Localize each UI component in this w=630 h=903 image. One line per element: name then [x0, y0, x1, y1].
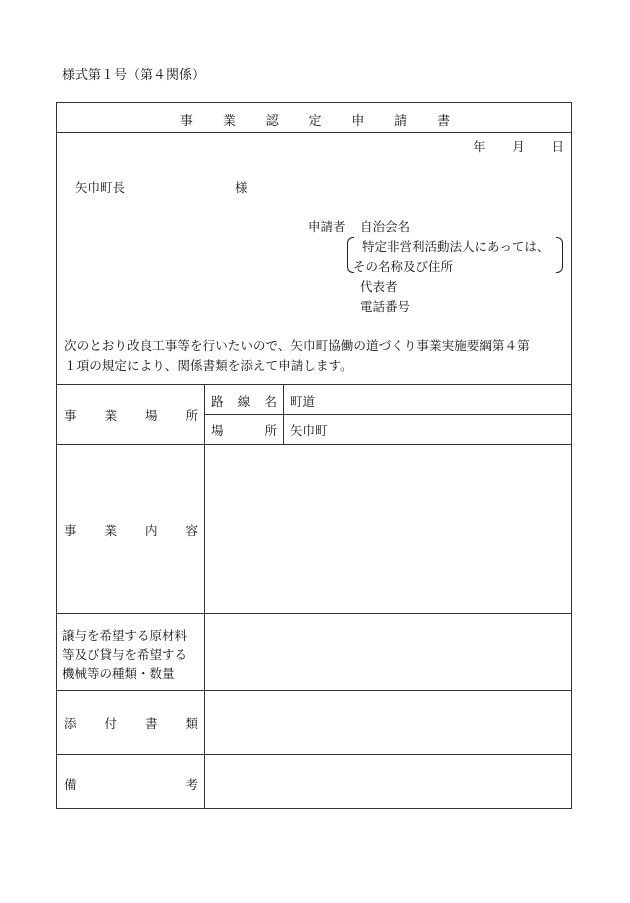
- title-char: 申: [351, 114, 365, 129]
- label-char: 路: [211, 394, 224, 409]
- applicant-org-label: 自治会名: [360, 219, 411, 234]
- label-char: 事: [64, 523, 77, 538]
- materials-label-line1: 譲与を希望する原材料: [62, 628, 188, 643]
- label-char: 書: [144, 716, 158, 731]
- materials-field[interactable]: [210, 618, 566, 686]
- label-char: 類: [185, 716, 198, 731]
- title-char: 事: [180, 114, 194, 129]
- table-top-border: [56, 384, 572, 385]
- applicant-npo-note-line1: 特定非営利活動法人にあっては、: [362, 239, 550, 254]
- materials-label-line3: 機械等の種類・数量: [62, 666, 175, 681]
- label-char: 所: [185, 408, 198, 423]
- label-char: 所: [264, 423, 277, 438]
- location-label: [64, 406, 198, 424]
- title-char: 書: [436, 114, 450, 129]
- label-char: 業: [104, 523, 117, 538]
- place-label: [211, 421, 277, 439]
- title-char: 業: [222, 114, 236, 129]
- row-divider: [56, 613, 572, 614]
- title-char: 定: [308, 114, 322, 129]
- row-divider: [56, 444, 572, 445]
- form-title: [180, 110, 450, 129]
- applicant-npo-note-line2: その名称及び住所: [353, 259, 454, 274]
- route-name-label: [211, 392, 277, 410]
- row-divider: [56, 754, 572, 755]
- label-char: 業: [104, 408, 117, 423]
- label-char: 線: [237, 394, 251, 409]
- label-char: 名: [264, 394, 277, 409]
- sub-label-column-divider: [283, 384, 284, 444]
- project-content-label: [64, 521, 198, 539]
- right-bracket: [556, 237, 563, 273]
- row-divider: [56, 690, 572, 691]
- location-row-divider: [204, 414, 572, 415]
- date-day-label: 日: [551, 139, 564, 154]
- addressee-honorific: 様: [235, 180, 248, 195]
- label-char: 容: [185, 523, 198, 538]
- title-char: 認: [265, 114, 279, 129]
- body-text-line1: 次のとおり改良工事等を行いたいので、矢巾町協働の道づくり事業実施要綱第４第: [64, 338, 530, 353]
- route-name-value: 町道: [290, 394, 316, 409]
- label-char: 備: [64, 777, 77, 792]
- remarks-field[interactable]: [210, 759, 566, 804]
- date-year-label: 年: [473, 139, 486, 154]
- date-month-label: 月: [512, 139, 525, 154]
- label-char: 場: [144, 408, 158, 423]
- form-number-label: 様式第１号（第４関係）: [62, 68, 206, 83]
- applicant-label: 申請者: [308, 219, 346, 234]
- label-char: 考: [185, 777, 198, 792]
- remarks-label: [64, 775, 198, 793]
- materials-label-line2: 等及び貸与を希望する: [62, 647, 188, 662]
- title-divider: [56, 132, 572, 133]
- addressee-name: 矢巾町長: [75, 180, 126, 195]
- attachments-field[interactable]: [210, 695, 566, 749]
- label-char: 付: [104, 716, 117, 731]
- applicant-phone-label: 電話番号: [360, 299, 411, 314]
- label-char: 内: [144, 523, 158, 538]
- place-value: 矢巾町: [290, 423, 328, 438]
- date-line: [473, 137, 564, 155]
- label-char: 場: [211, 423, 224, 438]
- attachments-label: [64, 714, 198, 732]
- label-column-divider: [204, 384, 205, 809]
- body-text-line2: １項の規定により、関係書類を添えて申請します。: [64, 358, 353, 373]
- label-char: 事: [64, 408, 77, 423]
- applicant-representative-label: 代表者: [360, 279, 398, 294]
- title-char: 請: [394, 114, 408, 129]
- label-char: 添: [64, 716, 77, 731]
- project-content-field[interactable]: [210, 450, 566, 608]
